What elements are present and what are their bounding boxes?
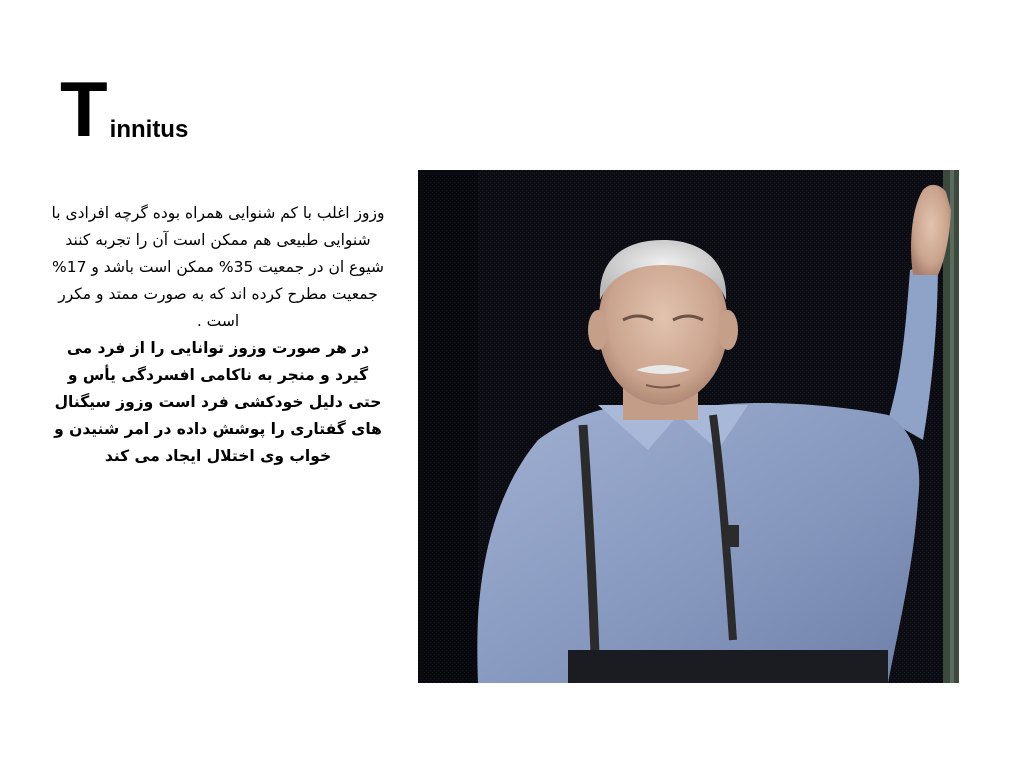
title-initial: T xyxy=(60,64,108,153)
paragraph-effects: در هر صورت وزوز توانایی را از فرد می گیرد و منجر به ناکامی افسردگی یأس و حتی دلیل خودکشی فرد است وزوز سیگنال های گفتاری را پوشش داده در امر شنیدن و خواب وی اختلال ایجاد می کند xyxy=(54,339,382,465)
slide-title xyxy=(60,62,189,153)
title-rest: innitus xyxy=(109,116,189,143)
body-text xyxy=(50,200,386,470)
trousers xyxy=(568,650,888,683)
paragraph-prevalence: وزوز اغلب با کم شنوایی همراه بوده گرچه افرادی با شنوایی طبیعی هم ممکن است آن را تجربه کنند شیوع ان در جمعیت 35% ممکن است باشد و 17% جمعیت مطرح کرده اند که به صورت ممتد و مکرر است . xyxy=(51,204,385,330)
photo-elderly-man xyxy=(418,170,959,683)
photo-illustration xyxy=(418,170,959,683)
shirt xyxy=(477,403,919,683)
